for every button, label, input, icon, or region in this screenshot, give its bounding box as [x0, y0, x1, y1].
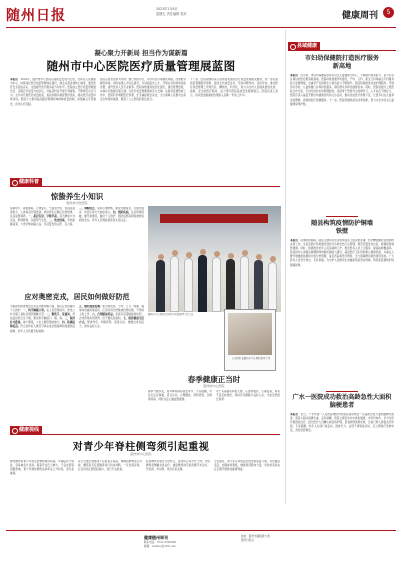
photo-person — [184, 258, 193, 312]
photo-head — [158, 254, 164, 260]
top-kicker: 凝心聚力开新局 担当作为谋新篇 — [94, 49, 188, 57]
section-tag-youth-health: 健康视线 — [10, 426, 42, 435]
issue-date: 2023年1月6日 — [156, 7, 178, 11]
photo-person — [212, 257, 221, 312]
spine-article-title: 对青少年脊柱侧弯须引起重视 — [72, 442, 210, 453]
photo-person — [254, 260, 263, 312]
footer-contact — [144, 541, 176, 549]
top-article-col-2: 医院以患者需求为导向，推行预约诊疗、多学科会诊等便民举措，改善群众就医体验。同时加强人才队伍建设，引进高层次人才，开展业务培训和技能竞赛，提升医务人员专业素养。医院持续推进信息化建设，建设智慧医院，实现诊疗数据互联互通，为医疗质量管理提供有力支撑。在新冠疫情防控工作中，医院科学调配医疗资源，扩充重症救治床位，全力保障人民群众生命安全和身体健康，展现了公立医院的责任担当。 — [100, 78, 186, 102]
photo-head — [228, 253, 234, 259]
sidebar-article-2: 本报讯 疫情防控期间，随县卫健系统坚决贯彻落实上级决策部署，科学精准做好疫情防控各项工作。全县各医疗机构强化预检分诊和发热门诊管理，规范设置发热诊室，畅通患者就医通道。同时，积极推进老年人疫苗接种工作，组织医务人员上门服务，提高接种覆盖率。县疾控中心加强流调溯源和核酸检测能力建设，基层医疗卫生机构建立健康档案，对重点人群开展健康监测和分级分类管理，备足药品和医疗物资，全力保障群众就医用药需求。广大医务人员坚守岗位、无私奉献，为守护人民群众生命健康筑起坚实屏障，构筑起疫情防护的铜墙铁壁。 — [290, 239, 394, 267]
issue-editor-info: 星期五 责任编辑 校对 — [156, 12, 187, 16]
photo-person — [268, 262, 277, 312]
panic-article-col-1: 惊蛰时节，春雷始鸣，万物复苏，气温回升快，但昼夜温差较大，人体易受外邪侵袭。此时养生应顺应自然规律，注意起居调养。一、起居有常，早睡早起。适当增加户外活动，舒展筋骨，以助阳气生发。二、饮食清淡，多吃新鲜蔬菜，少食辛辣油腻之品，可适量食用山药、百合等。 — [10, 207, 75, 227]
flu-article-col-1: 当前新冠病毒奥密克戎变异株传播力强，居民应坚持做好个人防护。一、科学佩戴口罩。在人员密集场所、乘坐公共交通工具时应规范佩戴口罩。二、勤洗手、常通风。养成良好的卫生习惯，避免用手触摸口、眼、鼻。三、保持社交距离。减少聚集，少去人群密集的地方。四、积极接种疫苗。符合条件的人群应尽快完成全程接种和加强免疫接种，老年人尤其要及时接种。 — [10, 305, 75, 333]
photo-head — [200, 249, 206, 255]
top-article-col-3: 下一步，医院将继续深入贯彻落实国家医疗质量管理相关要求，进一步完善质量管理组织架构，强化全员质量意识，坚持问题导向、目标导向，推动医疗质量管理工作规范化、精细化、科学化，努力为全市人民提供更加优质、高效、安全的医疗服务，奋力谱写医院高质量发展新篇章。医院负责人表示，将以更加饱满的热情投入到新一年的工作中。 — [190, 78, 278, 98]
sidebar-separator — [326, 391, 358, 392]
sidebar-article-3: 本报讯 近日，广水市第一人民医院神经内科团队成功救治一名高龄急性大面积脑梗死患者。患者入院时病情危重，意识模糊，医院立即启动卒中绿色通道，多学科协作，争分夺秒开展溶栓治疗。经过医护人员精心救治和护理，患者病情逐渐好转，目前已转入康复治疗阶段。专家提醒，老年人出现口角歪斜、肢体无力、言语不清等症状时，应立即拨打急救电话，及时送医救治。 — [290, 413, 394, 433]
section-divider — [10, 186, 280, 187]
panic-article-col-2: 三、调畅情志，保持心情舒畅，避免急躁易怒，可通过散步、听音乐等方式放松身心。四、预防疾病，注意防寒保暖，勤开窗通风，做好个人防护，预防流感等呼吸道传染病的发生。老年人及慢性病患者尤需注意。 — [79, 207, 144, 223]
sidebar-separator — [326, 216, 358, 217]
photo-head — [214, 251, 220, 257]
spine-article-col-1: 脊柱侧弯是青少年常见的脊柱畸形疾病，早期症状不明显，容易被家长忽视。随着学业压力增大、不良坐姿等因素影响，青少年脊柱侧弯发病率呈上升趋势，需引起重视。 — [10, 460, 74, 476]
section-bar-right — [288, 42, 396, 51]
footer-address — [241, 535, 270, 543]
side-photo — [228, 313, 272, 355]
photo-head — [172, 250, 178, 256]
meeting-photo — [148, 206, 281, 312]
sidebar-title-2: 随县构筑疫情防护铜墙铁壁 — [311, 220, 373, 235]
footer-address-line: 地址：随州市擂鼓墩大道 — [241, 535, 270, 538]
right-sidebar — [285, 30, 397, 504]
sidebar-title-1: 市妇幼保健院打造医疗服务新高地 — [304, 55, 380, 70]
top-headline: 随州市中心医院医疗质量管理展蓝图 — [46, 59, 236, 73]
top-article-col-1: 本报讯 2022年，随州市中心医院以高质量发展为主线，坚持以人民健康为中心，持续深化医疗质量管理体系建设，健全完善各项核心制度，强化医疗安全底线意识，全面提升医疗服务能力和水平。医院成立医疗质量管理委员会，定期召开质量分析会议，对临床科室开展专项督查，不断规范诊疗行为。全年共开展医疗质量检查，查找问题并督促整改落实，推动医疗质量持续改进。医院大力推进临床路径管理和单病种质量控制，加强重点专科建设，优化诊疗流程。 — [10, 78, 96, 106]
page-number-badge: 5 — [383, 7, 394, 18]
section-divider — [288, 50, 396, 51]
footer-publisher: 随州日报社 — [241, 539, 254, 542]
side-photo-caption: 专家团队在随州市中心医院指导工作 — [231, 357, 271, 360]
section-bar-youth-health — [10, 426, 280, 435]
photo-person — [170, 256, 179, 312]
photo-person — [226, 259, 235, 312]
photo-head — [186, 252, 192, 258]
spine-article-col-2: 家长可通过观察孩子双肩是否等高、两侧肩胛骨是否对称、腰部是否有褶皱等进行初步判断。一旦发现异常，应及时到正规医院就诊，进行专业检查。 — [78, 460, 142, 472]
footer-phone: 联系电话：0722-3300000 — [144, 541, 176, 544]
flu-article-title: 应对奥密克戎，居民如何做好防范 — [24, 293, 130, 301]
footer-email: 邮箱：suizhou@163.com — [144, 545, 176, 548]
photo-head — [256, 254, 262, 260]
spring-article-title: 春季健康正当时 — [187, 375, 241, 384]
side-photo-frame — [224, 309, 276, 371]
sidebar-title-3: 广水一医院成功救治高龄急性大面积脑梗患者 — [292, 394, 392, 409]
footer — [6, 530, 396, 560]
footer-title: 健康随州周刊 — [144, 535, 168, 540]
spring-article-col-1: 春季气候多变，是多种疾病的高发季节。专家提醒，市民应注意保暖，适当运动，合理膳食，预防感冒、过敏等疾病，同时关注心脑血管健康。 — [148, 390, 212, 402]
photo-person — [240, 256, 249, 312]
section-tag-right: 县域健康 — [288, 42, 320, 51]
masthead — [6, 3, 396, 28]
photo-person — [198, 255, 207, 312]
newspaper-logo: 随州日报 — [6, 8, 66, 24]
photo-head — [242, 250, 248, 256]
issue-info — [156, 7, 187, 17]
panic-article-byline: 随州市中医医院 — [66, 201, 88, 205]
section-name: 健康周刊 — [341, 11, 378, 21]
section-bar-health-knowledge — [10, 178, 280, 187]
panic-article-title: 惊蛰养生小知识 — [50, 192, 104, 201]
photo-head — [270, 256, 276, 262]
sidebar-article-1: 本报讯 近年来，市妇幼保健院坚持以妇女儿童健康为中心，不断提升服务能力，着力打造区域妇幼医疗服务新高地。医院持续加强学科建设，产科、儿科、新生儿科等重点专科服务能力显著增强，危重孕产妇和新生儿救治能力不断提升。医院积极推进优质护理服务，开展孕妇学校、儿童保健门诊等特色服务，满足群众多样化健康需求。同时，医院加强与上级医院合作交流，引进先进技术和管理经验，选派骨干医师外出进修学习，人才队伍不断壮大。医院还深入基层开展妇幼健康宣传和义诊活动，推动优质医疗资源下沉，让更多妇女儿童享受到便捷、高效的医疗保健服务。下一步，医院将继续深化改革创新，努力为全市妇女儿童健康保驾护航。 — [290, 74, 394, 106]
spine-article-byline: 随州市中心医院 — [130, 452, 152, 456]
flu-article-col-2: 五、做好健康监测。如出现发热、干咳、乏力、咽痛、嗅觉味觉减退等症状，应及时进行核酸或抗原检测，不带病上班上学。六、合理储备药品。家庭可适量储备退热药、止咳药等常用药物，但不要盲目囤积。七、保持健康生活方式。规律作息，均衡营养，适度运动，增强自身免疫力，保持良好心态。 — [79, 305, 144, 329]
section-tag-health-knowledge: 健康科普 — [10, 178, 42, 187]
spring-article-col-2: 对于有基础疾病的人群，应按时服药，定期复查，如有不适及时就医。保持充足睡眠与良好心态，才能安然度过春季。 — [216, 390, 280, 402]
spine-article-col-4: 专家建议，青少年应养成良好的坐姿站姿习惯，书包重量适宜，加强体育锻炼，增强背部肌肉力量，学校和家庭也应定期开展脊柱健康筛查。 — [214, 460, 280, 472]
section-divider — [10, 434, 280, 435]
spine-article-col-3: 轻度侧弯可通过运动矫正、姿势纠正等方式干预；中度侧弯需佩戴支具治疗；重度侧弯则可能需要手术治疗。早发现、早诊断、早治疗是关键。 — [146, 460, 210, 472]
spring-article-byline: 随州市中心医院 — [203, 384, 225, 388]
photo-banner — [160, 214, 268, 223]
main-photo-caption: 随州市中心医院召开医疗质量管理工作会议 — [148, 313, 194, 316]
photo-person — [156, 260, 165, 312]
